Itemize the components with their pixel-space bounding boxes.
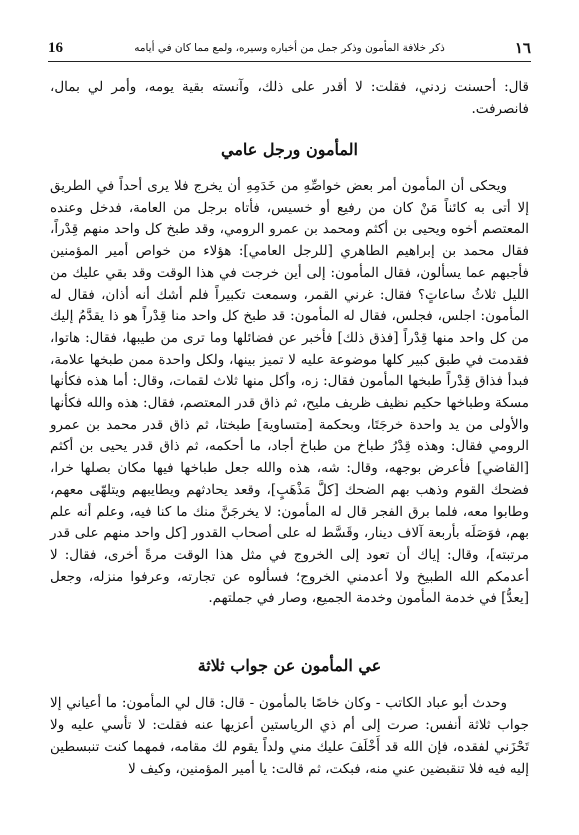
paragraph-abu-abbad: وحدث أبو عباد الكاتب - وكان خاصًا بالمأمون - قال: قال لي المأمون: ما أعياني إلا جواب ثلاثة أنفس: صرت إلى أم ذي الرياستين أعزيها عنه فقلت: لا تأسي عليه ولا تَحْزَني لفقده، فإن الله قد أَخْلَفَ عليك مني ولداً يقوم لك مقامه، فمهما كنت تنبسطين إليه فيه فلا تنقبضين عني منه، فبكت، ثم قالت: يا أمير المؤمنين، وكيف لا xyxy=(50,695,529,777)
section-heading-mamun-and-commoner: المأمون ورجل عامي xyxy=(221,140,358,159)
page-number-arabic: ١٦ xyxy=(514,39,531,57)
paragraph-commoner-story: ويحكى أن المأمون أمر بعض خواصِّهِ من خَدَمِهِ أن يخرج فلا يرى أحداً في الطريق إلا أتى به كائناً مَنْ كان من رفيع أو خسيس، فأتاه برجل من العامة، فدخل وعنده المعتصم أخوه ويحيى بن أكثم ومحمد بن عمرو الرومي، وقد طبخ كل واحد منهم قِدْراً، فقال محمد بن إبراهيم الطاهري [للرجل العامي]: هؤلاء من خواص أمير المؤمنين فأجبهم عما يسألون، فقال المأمون: إلى أين خرجت في هذا الوقت وقد بقي عليك من الليل ثلاثُ ساعاتٍ؟ فقال: غرني القمر، وسمعت تكبيراً فلم أشك أنه أذان، فقال له المأمون: اجلس، فجلس، فقال له المأمون: قد طبخ كل واحد منا قِدْراً هو ذا يقدَّمُ إليك من كل واحد منها قِدْراً [فذق ذلك] فأخبر عن فضائلها وما ترى من طيبها، فقال: هاتوا، فقدمت في طبق كبير كلها موضوعة عليه لا تميز بينها، ولكل واحدة ممن طبخها علامة، فبدأ فذاق قِدْراً طبخها المأمون فقال: زه، وأكل منها ثلاث لقمات، وقال: أما هذه فكأنها مسكة وطباخها حكيم نظيف ظريف مليح، ثم ذاق قدر المعتصم، فقال: هذه والله فكأنها والأولى من يد واحدة خرجَتَا، وبحكمة [متساوية] طبختا، ثم ذاق قدر محمد بن عمرو الرومي فقال: وهذه قِدْرُ طباخ من طباخ أجاد، ما أحكمه، ثم ذاق قدر يحيى بن أكثم [القاضي] فأعرض بوجهه، وقال: شه، هذه والله جعل طباخها فيها مكان بصلها خرا، فضحك القوم وذهب بهم الضحك [كلَّ مَذْهَبٍ]، وقعد يحادثهم ويطايبهم ويتلهّى معهم، وطابوا معه، فلما برق الفجر قال له المأمون: لا يخرجَنَّ منك ما كنا فيه، وعلم أنه علم بهم، فوَصَلَه بأربعة آلاف دينار، وقَسَّط له على أصحاب القدور [كل واحد منهم على قدر مرتبته]، وقال: إياك أن تعود إلى الخروج في مثل هذا الوقت مرةً أخرى، فقال: لا أعدمكم الله الطبيخ ولا أعدمني الخروج؛ فسألوه عن تجارته، وعرفوا منزله، وجعل [يعدُّ] في خدمة المأمون وخدمة الجميع، وصار في جملتهم. xyxy=(50,178,529,607)
running-header xyxy=(48,38,531,58)
running-title: ذكر خلافة المأمون وذكر جمل من أخباره وسيره، ولمع مما كان في أيامه xyxy=(134,42,445,54)
section-heading-three-answers: عي المأمون عن جواب ثلاثة xyxy=(197,656,382,675)
header-divider xyxy=(48,61,531,62)
page-number-latin: 16 xyxy=(48,40,63,56)
paragraph-continuation: قال: أحسنت زدني، فقلت: لا أقدر على ذلك، وآنسته بقية يومه، وأمر لي بمال، فانصرفت. xyxy=(50,79,529,117)
